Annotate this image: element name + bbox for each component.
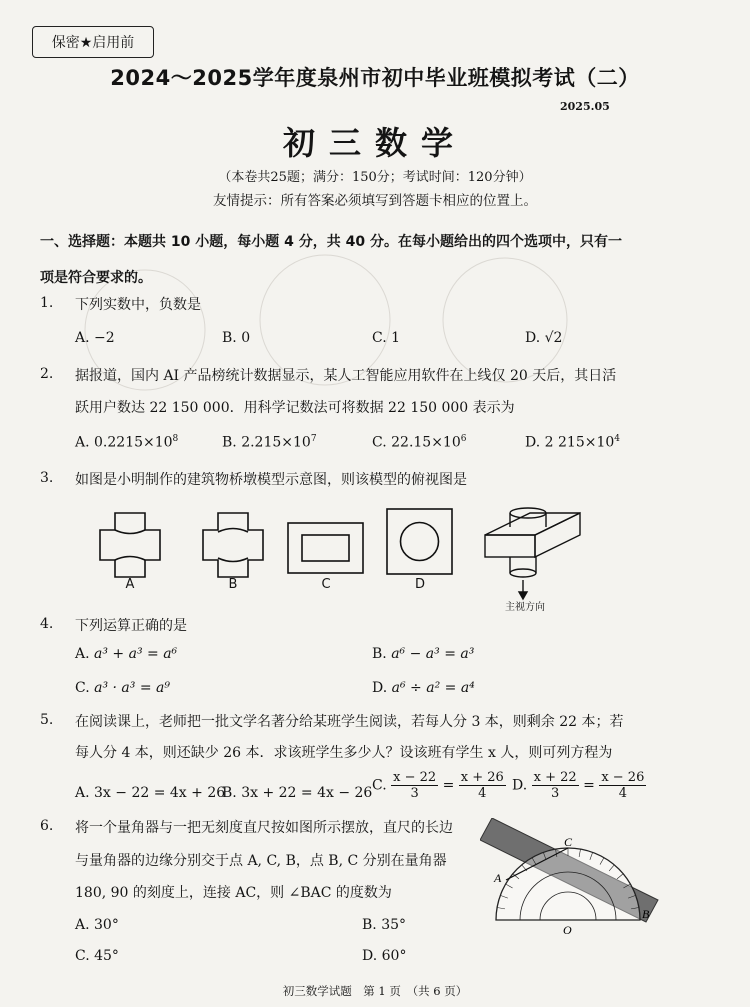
- q3-direction-label: 主视方向: [505, 602, 545, 613]
- q3-label-c: C: [321, 577, 331, 592]
- q5-option-d-den-2: 4: [618, 786, 627, 801]
- q2-option-c: [372, 434, 466, 451]
- q5-option-d-frac-1: [532, 770, 579, 801]
- q3-figure-d: [387, 509, 452, 574]
- exam-date: 2025.05: [560, 100, 610, 113]
- section-line-1: 一、选择题：本题共 10 小题，每小题 4 分，共 40 分。在每小题给出的四个选项中，只有一: [40, 234, 622, 250]
- exam-title: 2024～2025学年度泉州市初中毕业班模拟考试（二）: [110, 66, 640, 90]
- q2-option-d-label: D.: [525, 434, 541, 451]
- q4-option-b: [372, 646, 474, 662]
- q5-option-c-den-1: 3: [410, 786, 419, 801]
- q3-text: 如图是小明制作的建筑物桥墩模型示意图，则该模型的俯视图是: [75, 472, 467, 488]
- q6-number: 6.: [40, 818, 54, 834]
- q2-option-a-label: A.: [75, 434, 90, 451]
- q6-point-o: O: [563, 923, 572, 937]
- q2-option-a-exp: 8: [172, 434, 179, 444]
- q1-number: 1.: [40, 295, 54, 311]
- q4-option-d: [372, 680, 475, 696]
- q2-option-c-exp: 6: [460, 434, 467, 444]
- q5-option-d-num-1: x + 22: [533, 770, 577, 785]
- q6-figure: [480, 818, 730, 938]
- q5-line-1: 在阅读课上，老师把一批文学名著分给某班学生阅读，若每人分 3 本，则剩余 22 本；若: [75, 714, 624, 730]
- q1-option-c: C. 1: [372, 330, 401, 346]
- q4-number: 4.: [40, 616, 54, 632]
- section-heading: [40, 224, 660, 296]
- q1-option-b: B. 0: [222, 330, 251, 346]
- q6-option-d: D. 60°: [362, 948, 407, 964]
- q5-option-b-expr: 3x + 22 = 4x − 26: [241, 785, 373, 801]
- exam-tip: 友情提示：所有答案必须填写到答题卡相应的位置上。: [213, 193, 537, 209]
- q6-option-b: B. 35°: [362, 917, 407, 933]
- q5-option-c-eq: =: [442, 777, 455, 794]
- q5-number: 5.: [40, 712, 54, 728]
- q6-point-c: C: [564, 835, 573, 849]
- q4-option-c-label: C.: [75, 680, 90, 696]
- q5-option-a-label: A.: [75, 785, 90, 801]
- q2-option-b-label: B.: [222, 434, 237, 451]
- q5-option-d-eq: =: [583, 777, 595, 794]
- q3-figure-b: [203, 513, 263, 577]
- q5-option-b: [222, 785, 372, 801]
- q5-option-a-expr: 3x − 22 = 4x + 26: [94, 785, 226, 801]
- q5-line-2: 每人分 4 本，则还缺少 26 本．求该班学生多少人？设该班有学生 x 人，则可列方程为: [75, 745, 613, 761]
- q4-text: 下列运算正确的是: [75, 618, 187, 634]
- q4-option-b-label: B.: [372, 646, 387, 662]
- q2-option-b-exp: 7: [310, 434, 317, 444]
- q3-figure-c: [288, 523, 363, 573]
- q5-option-d-frac-2: [599, 770, 646, 801]
- q5-option-b-label: B.: [222, 785, 237, 801]
- q4-option-b-expr: a⁶ − a³ = a³: [391, 646, 475, 662]
- exam-info: （本卷共25题；满分：150分；考试时间：120分钟）: [218, 170, 532, 185]
- q5-option-c-num-2: x + 26: [460, 770, 504, 785]
- q2-option-d: [525, 434, 620, 451]
- q2-option-a-base: 0.2215×10: [94, 434, 173, 451]
- q6-line-2: 与量角器的边缘分别交于点 A, C, B，点 B, C 分别在量角器: [75, 853, 447, 869]
- q3-model-3d: [485, 508, 580, 599]
- q2-option-d-exp: 4: [614, 434, 620, 444]
- q3-figure-a: [100, 513, 160, 577]
- q1-option-d: D. √2: [525, 330, 563, 346]
- q3-label-b: B: [228, 577, 238, 592]
- q5-option-c-label: C.: [372, 777, 387, 794]
- q6-option-a: A. 30°: [75, 917, 119, 933]
- confidential-stamp: 保密★启用前: [32, 26, 154, 58]
- q4-option-d-label: D.: [372, 680, 388, 696]
- q2-number: 2.: [40, 366, 54, 382]
- q5-option-d-num-2: x − 26: [601, 770, 645, 785]
- page-footer: 初三数学试题 第 1 页 （共 6 页）: [282, 984, 468, 998]
- q2-option-d-base: 2 215×10: [544, 434, 615, 451]
- q4-option-a-expr: a³ + a³ = a⁶: [94, 646, 178, 662]
- q5-option-d-den-1: 3: [551, 786, 560, 801]
- q6-point-a: A: [494, 871, 502, 885]
- q2-line-1: 据报道，国内 AI 产品榜统计数据显示，某人工智能应用软件在上线仅 20 天后，其日活: [75, 368, 617, 384]
- q1-text: 下列实数中，负数是: [75, 297, 201, 313]
- q3-label-d: D: [414, 577, 425, 592]
- section-line-2: 项是符合要求的。: [40, 270, 152, 286]
- q3-number: 3.: [40, 470, 54, 486]
- q3-figures: [90, 505, 610, 610]
- q4-option-c-expr: a³ · a³ = a⁹: [94, 680, 170, 696]
- subject-title: 初三数学: [282, 124, 467, 162]
- q4-option-d-expr: a⁶ ÷ a² = a⁴: [391, 680, 475, 696]
- q5-option-a: [75, 785, 225, 801]
- q2-option-a: [75, 434, 178, 451]
- q2-line-2: 跃用户数达 22 150 000．用科学记数法可将数据 22 150 000 表示为: [75, 400, 515, 416]
- q4-option-a-label: A.: [75, 646, 90, 662]
- q6-line-3: 180, 90 的刻度上，连接 AC，则 ∠BAC 的度数为: [75, 885, 392, 901]
- q5-option-c-den-2: 4: [478, 786, 487, 801]
- q5-option-c-frac-1: [391, 770, 438, 801]
- q6-option-c: C. 45°: [75, 948, 119, 964]
- q6-line-1: 将一个量角器与一把无刻度直尺按如图所示摆放，直尺的长边: [75, 820, 453, 836]
- q5-option-d-label: D.: [512, 777, 528, 794]
- q2-option-b-base: 2.215×10: [241, 434, 311, 451]
- q2-option-c-base: 22.15×10: [391, 434, 461, 451]
- q2-option-b: [222, 434, 317, 451]
- q5-option-d: [512, 770, 646, 801]
- q6-point-b: B: [642, 907, 650, 921]
- q5-option-c-num-1: x − 22: [393, 770, 437, 785]
- q5-option-c: [372, 770, 506, 801]
- q5-option-c-frac-2: [459, 770, 506, 801]
- q1-option-a: A. −2: [75, 330, 115, 346]
- q4-option-c: [75, 680, 170, 696]
- q3-label-a: A: [125, 577, 135, 592]
- q4-option-a: [75, 646, 177, 662]
- q2-option-c-label: C.: [372, 434, 387, 451]
